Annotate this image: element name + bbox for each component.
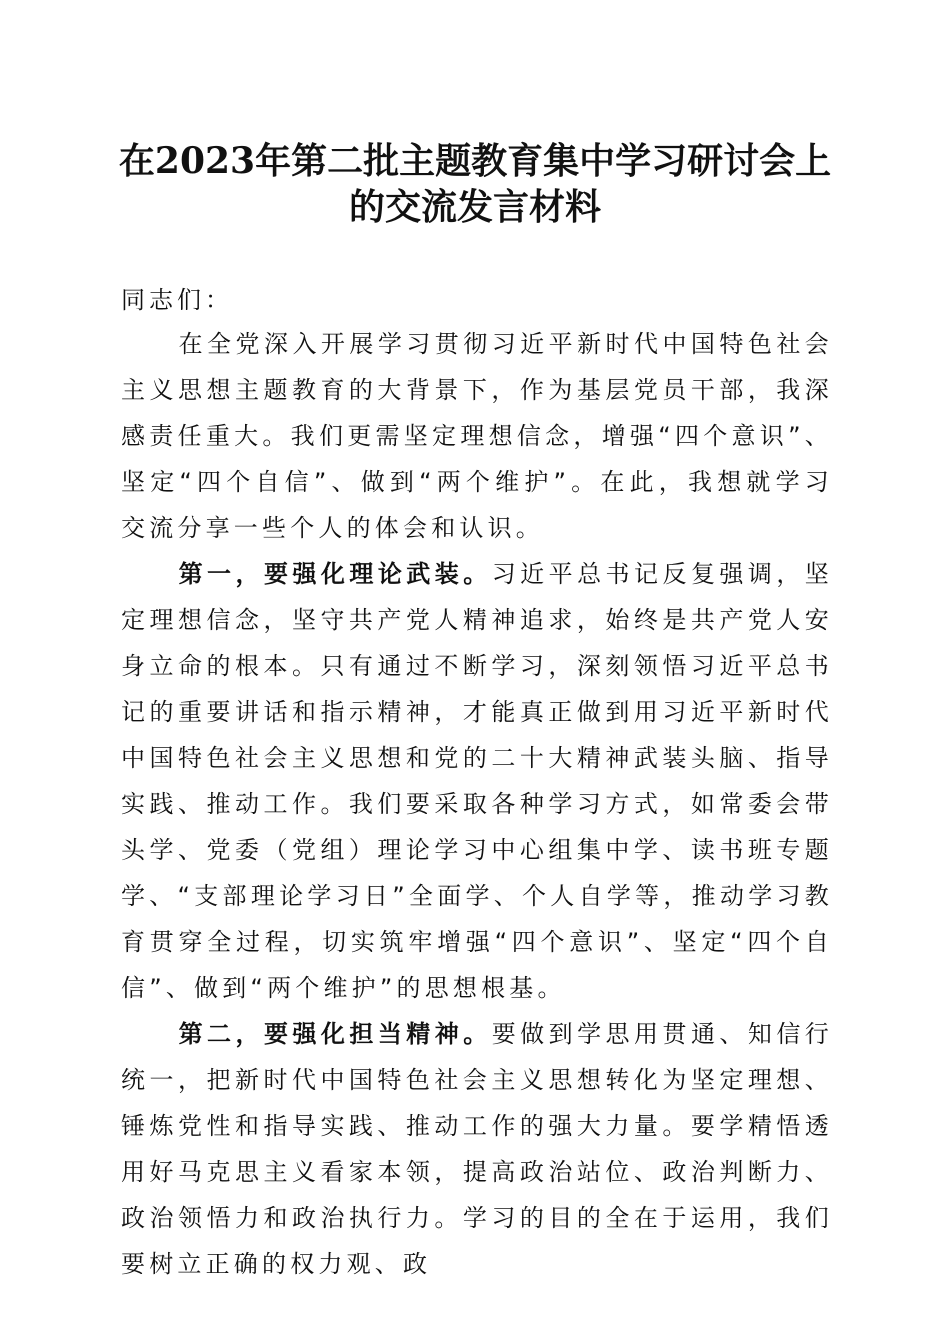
paragraph-intro xyxy=(121,321,833,551)
document-title-line-2: 的交流发言材料 xyxy=(348,186,601,228)
paragraph-intro-text: 在全党深入开展学习贯彻习近平新时代中国特色社会主义思想主题教育的大背景下，作为基层党员干部，我深感责任重大。我们更需坚定理想信念，增强“四个意识”、坚定“四个自信”、做到“两个维护”。在此，我想就学习交流分享一些个人的体会和认识。 xyxy=(121,330,833,542)
paragraph-point-2-text: 要做到学思用贯通、知信行统一，把新时代中国特色社会主义思想转化为坚定理想、锤炼党性和指导实践、推动工作的强大力量。要学精悟透用好马克思主义看家本领，提高政治站位、政治判断力、政治领悟力和政治执行力。学习的目的全在于运用，我们要树立正确的权力观、政 xyxy=(121,1020,834,1278)
document-body xyxy=(121,321,833,1287)
salutation: 同志们： xyxy=(121,286,233,314)
document-title-line-1: 在2023年第二批主题教育集中学习研讨会上 xyxy=(118,140,832,182)
paragraph-point-2 xyxy=(121,1011,833,1287)
paragraph-point-1 xyxy=(121,551,833,1011)
paragraph-point-2-heading: 第二，要强化担当精神。 xyxy=(178,1020,492,1048)
paragraph-point-1-heading: 第一，要强化理论武装。 xyxy=(178,560,492,588)
paragraph-point-1-text: 习近平总书记反复强调，坚定理想信念，坚守共产党人精神追求，始终是共产党人安身立命的根本。只有通过不断学习，深刻领悟习近平总书记的重要讲话和指示精神，才能真正做到用习近平新时代中国特色社会主义思想和党的二十大精神武装头脑、指导实践、推动工作。我们要采取各种学习方式，如常委会带头学、党委（党组）理论学习中心组集中学、读书班专题学、“支部理论学习日”全面学、个人自学等，推动学习教育贯穿全过程，切实筑牢增强“四个意识”、坚定“四个自信”、做到“两个维护”的思想根基。 xyxy=(121,560,834,1002)
